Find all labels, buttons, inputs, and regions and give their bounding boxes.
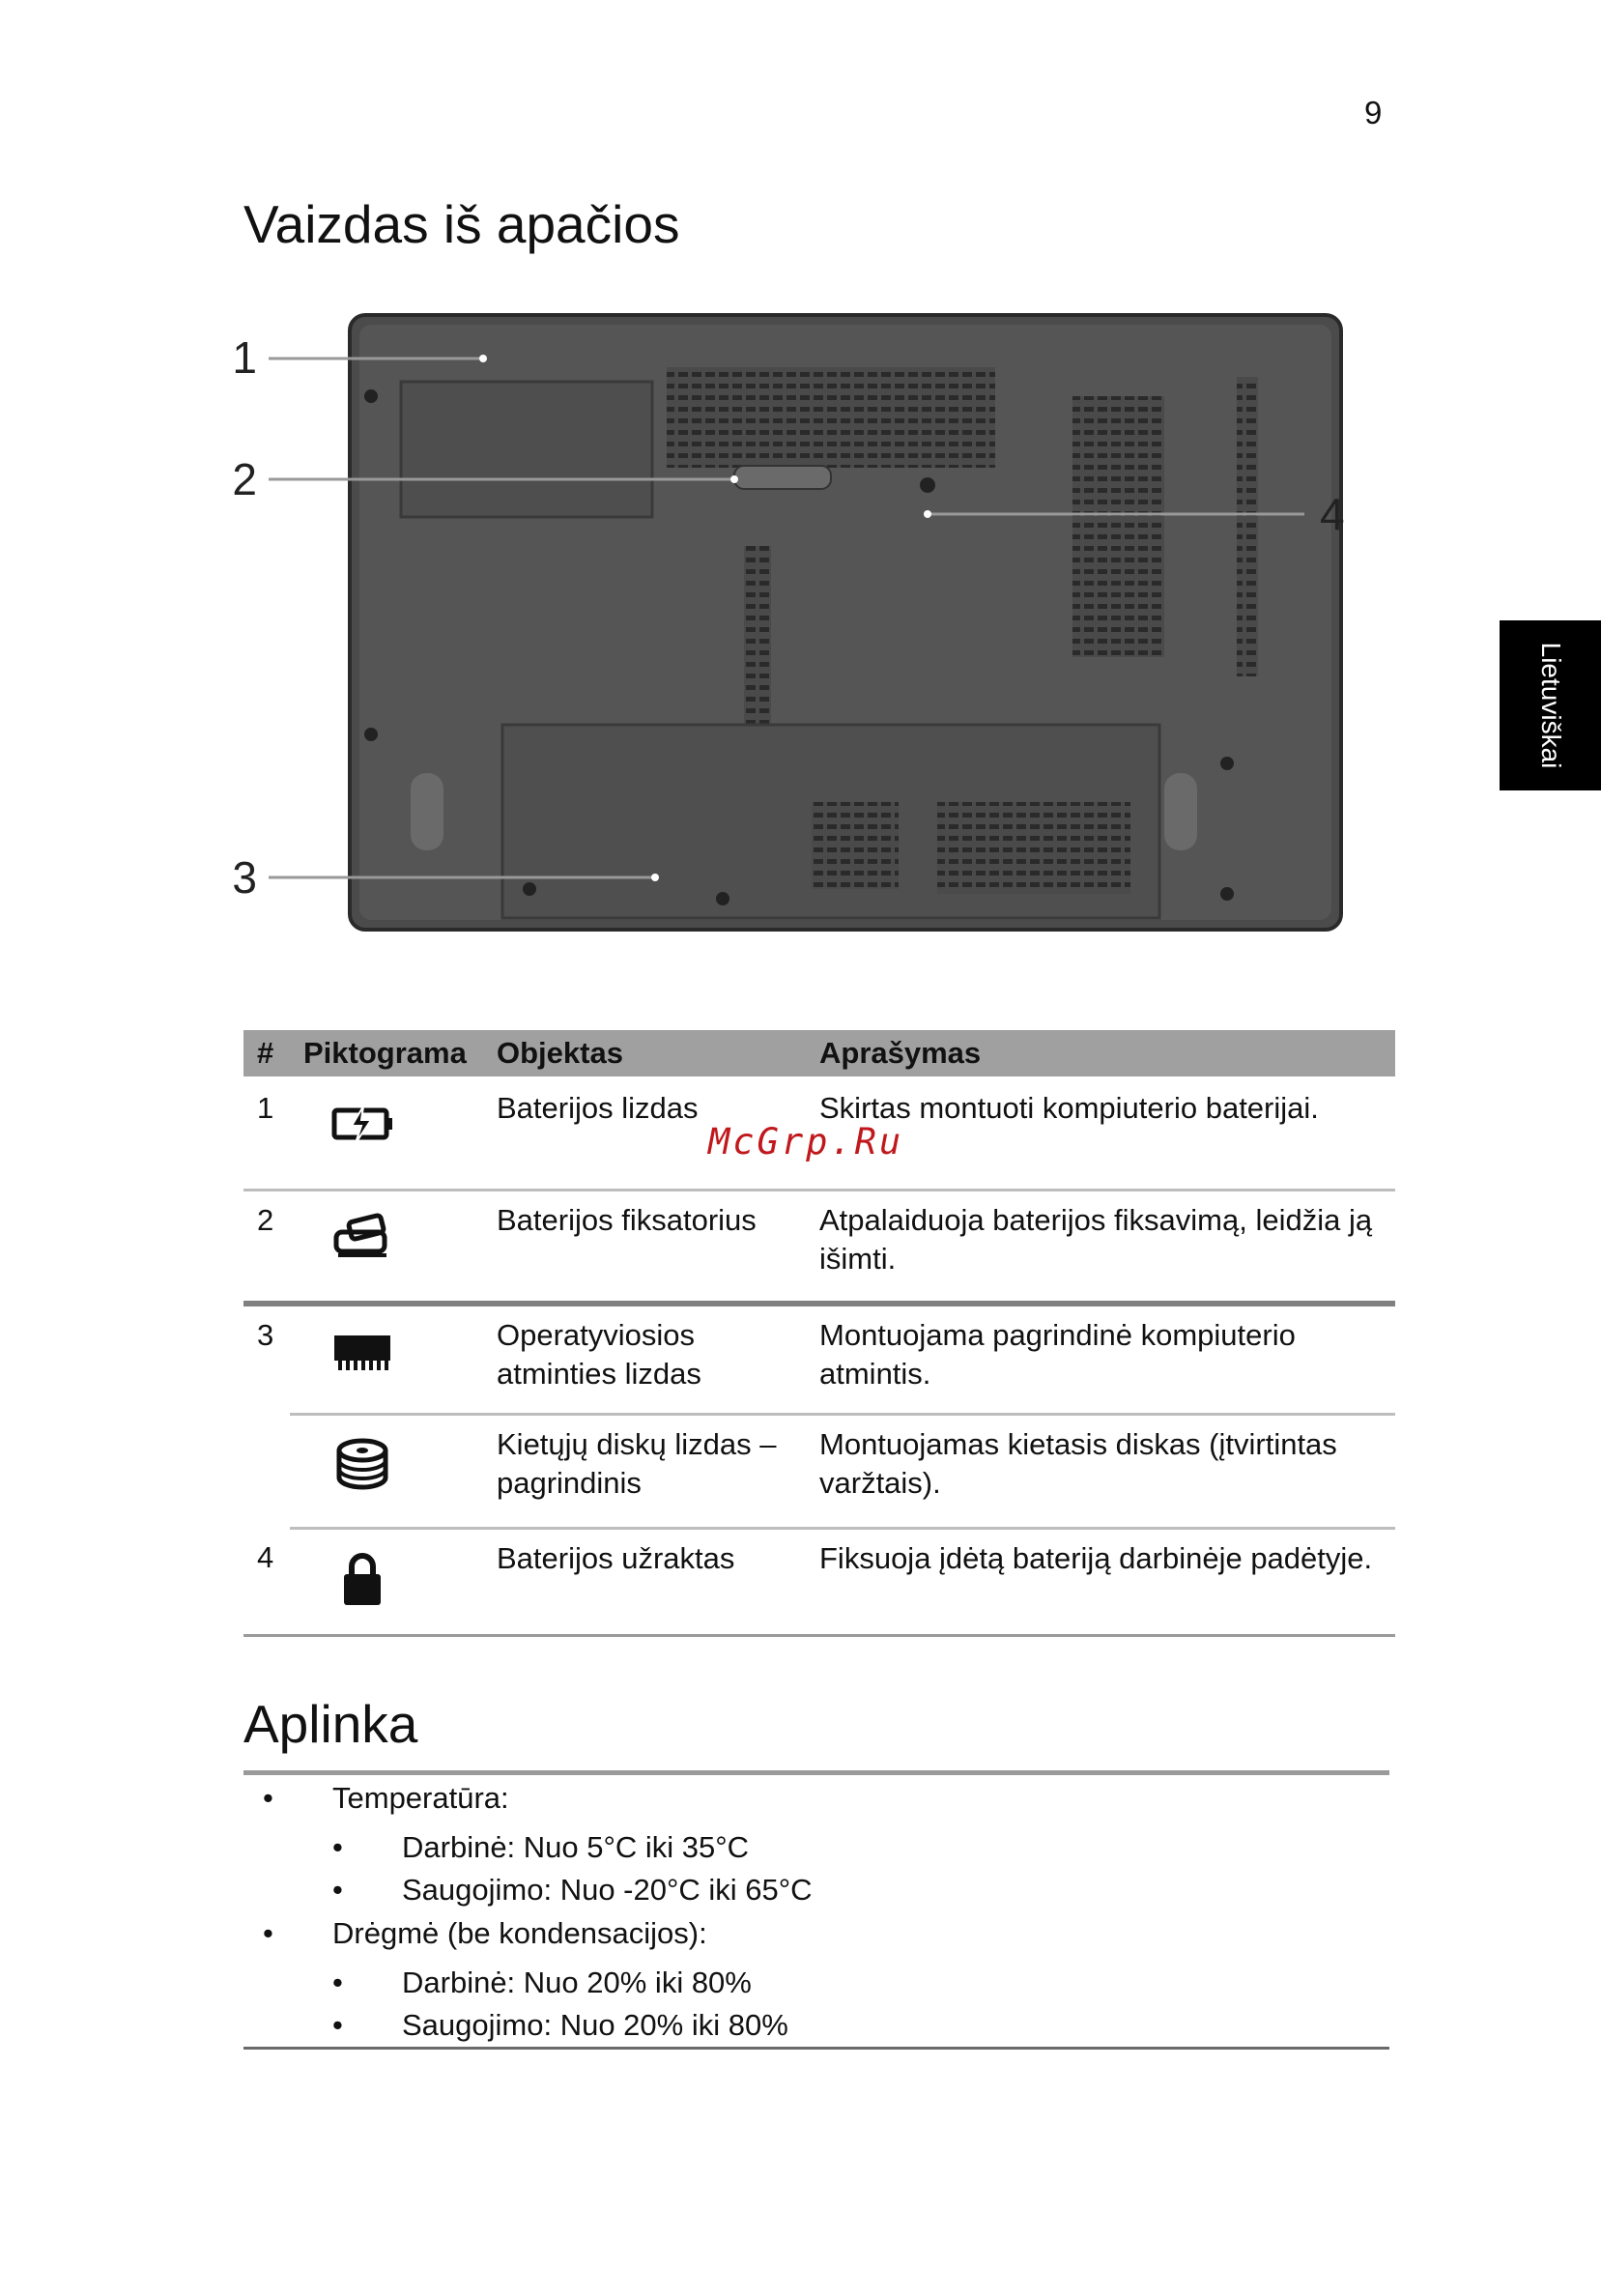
row-object: Baterijos užraktas (483, 1529, 806, 1636)
table-row (243, 1529, 1395, 1636)
memory-icon (329, 1326, 396, 1374)
list-item-text: Darbinė: Nuo 20% iki 80% (402, 1966, 752, 1999)
divider (243, 2047, 1389, 2050)
row-number: 3 (257, 1318, 274, 1352)
list-item (243, 1962, 813, 2004)
table-row (243, 1415, 1395, 1529)
callout-1: 1 (232, 332, 257, 383)
bullet: • (263, 1916, 273, 1950)
row-number: 4 (243, 1529, 290, 1636)
table-row (243, 1191, 1395, 1305)
bullet: • (332, 1873, 343, 1907)
list-item (243, 1826, 813, 1869)
row-description: Fiksuoja įdėtą bateriją darbinėje padėtyje. (806, 1529, 1395, 1636)
row-object: Baterijos fiksatorius (483, 1191, 806, 1305)
hard-disk-icon (329, 1435, 396, 1493)
list-item-text: Temperatūra: (332, 1781, 509, 1815)
list-item-text: Saugojimo: Nuo 20% iki 80% (402, 2008, 788, 2042)
watermark: McGrp.Ru (708, 1121, 904, 1162)
section-title-bottom-view: Vaizdas iš apačios (243, 194, 680, 254)
header-object: Objektas (483, 1030, 806, 1078)
bullet: • (332, 1830, 343, 1864)
bullet: • (332, 2008, 343, 2042)
table-row (243, 1304, 1395, 1415)
bullet: • (332, 1966, 343, 1999)
row-object: Baterijos lizdas (483, 1078, 806, 1191)
row-object: Kietųjų diskų lizdas – pagrindinis (483, 1415, 806, 1529)
laptop-bottom-illustration (232, 300, 1372, 937)
row-number: 1 (243, 1078, 290, 1191)
page-number: 9 (1364, 95, 1383, 130)
table-header-row (243, 1030, 1395, 1078)
header-icon: Piktograma (290, 1030, 483, 1078)
list-item (243, 1776, 813, 1821)
callout-4: 4 (1320, 489, 1345, 539)
row-description: Atpalaiduoja baterijos fiksavimą, leidžia ją išimti. (806, 1191, 1395, 1305)
divider (243, 1770, 1389, 1775)
header-description: Aprašymas (806, 1030, 1395, 1078)
row-description: Montuojama pagrindinė kompiuterio atmintis. (806, 1304, 1395, 1415)
row-object: Operatyviosios atminties lizdas (483, 1304, 806, 1415)
callout-3: 3 (232, 852, 257, 903)
section-title-environment: Aplinka (243, 1694, 418, 1754)
language-side-tab (1500, 620, 1601, 790)
list-item-text: Drėgmė (be kondensacijos): (332, 1916, 707, 1950)
header-number: # (243, 1030, 290, 1078)
row-number: 2 (243, 1191, 290, 1305)
list-item (243, 2004, 813, 2047)
environment-list (243, 1776, 813, 2047)
list-item-text: Darbinė: Nuo 5°C iki 35°C (402, 1830, 750, 1864)
side-tab-label: Lietuviškai (1535, 642, 1566, 769)
bullet: • (263, 1781, 273, 1815)
lock-icon (329, 1549, 396, 1607)
list-item (243, 1869, 813, 1911)
battery-icon (329, 1099, 396, 1147)
list-item-text: Saugojimo: Nuo -20°C iki 65°C (402, 1873, 813, 1907)
row-description: Skirtas montuoti kompiuterio baterijai. (806, 1078, 1395, 1191)
callout-2: 2 (232, 454, 257, 504)
row-description: Montuojamas kietasis diskas (įtvirtintas varžtais). (806, 1415, 1395, 1529)
list-item (243, 1911, 813, 1956)
battery-release-icon (329, 1211, 396, 1259)
